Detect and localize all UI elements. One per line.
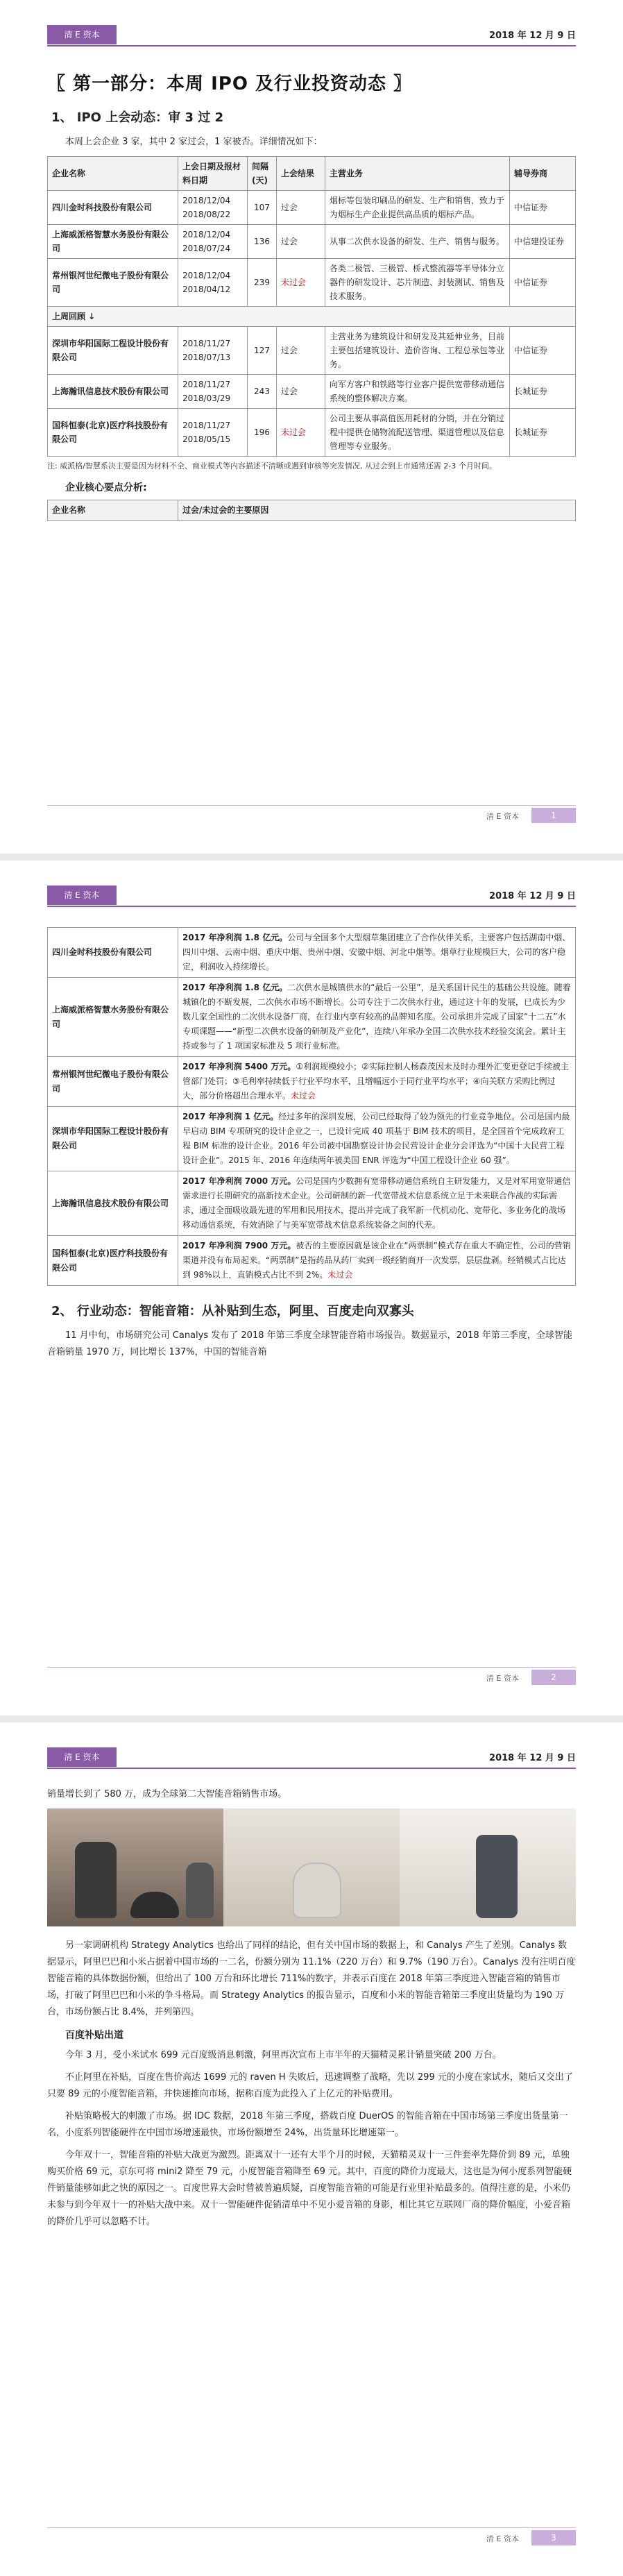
smart-speaker-photo xyxy=(47,1808,576,1926)
dates-cell: 2018/11/27 2018/07/13 xyxy=(178,327,248,375)
result-cell: 过会 xyxy=(277,191,325,225)
company-name: 深圳市华阳国际工程设计股份有限公司 xyxy=(48,1107,178,1171)
col-business: 主营业务 xyxy=(325,157,510,191)
page-number: 1 xyxy=(531,808,576,823)
table-row xyxy=(48,1236,576,1286)
col-gap: 间隔(天) xyxy=(248,157,277,191)
broker-cell: 中信建投证券 xyxy=(510,225,576,259)
page-1-content xyxy=(47,69,576,521)
reason-text: 被否的主要原因就是该企业在“两票制”模式存在重大不确定性，公司的营销渠道并没有布局起来。“两票制”是指药品从药厂卖到一级经销商开一次发票，层层盘剥。经销模式占比达到 98%以上，直销模式占比不到 2%。 xyxy=(182,1241,571,1280)
result-cell: 过会 xyxy=(277,375,325,409)
table-row xyxy=(48,259,576,307)
footer-brand: 清 E 资本 xyxy=(486,812,519,821)
broker-cell: 长城证券 xyxy=(510,375,576,409)
speaker-tall-icon xyxy=(75,1842,117,1918)
industry-para-1-cont: 销量增长到了 580 万，成为全球第二大智能音箱销售市场。 xyxy=(47,1789,287,1799)
review-label: 上周回顾 ↓ xyxy=(48,307,576,327)
ipo-table-body xyxy=(48,191,576,457)
profit-highlight: 2017 年净利润 5400 万元。 xyxy=(182,1062,296,1071)
industry-para-6: 今年双十一，智能音箱的补贴大战更为激烈。距离双十一还有大半个月的时候，天猫精灵双十一三件套率先降价到 89 元，单独购买价格 69 元，京东可将 mini2 降至 79 元，小度智能音箱降至 69 元。其中，百度的降价力度最大，这也是为何小度系列智能硬件销量能够如此之快的原因之一。百度世界大会时曾被普遍质疑，百度智能音箱的可能是行业里补贴最多的。值得注意的是，小米仍未参与到今年双十一的补贴大战中来。双十一智能硬件促销清单中不见小爱音箱的身影，相比其它互联网厂商的降价幅度，小爱音箱的降价几乎可以忽略不计。 xyxy=(47,2150,572,2227)
page-number: 3 xyxy=(531,2530,576,2545)
reason-cell xyxy=(178,1236,576,1286)
gap-days: 239 xyxy=(248,259,277,307)
page-footer xyxy=(0,1667,623,1688)
review-group-row xyxy=(48,307,576,327)
ipo-intro: 本周上会企业 3 家，其中 2 家过会，1 家被否。详细情况如下： xyxy=(65,137,323,147)
rejected-mark: 未过会 xyxy=(327,1270,353,1280)
section-ipo-title: 1、 IPO 上会动态：审 3 过 2 xyxy=(51,110,224,125)
table-row xyxy=(48,928,576,978)
analysis-table xyxy=(47,927,576,1286)
result-cell: 未过会 xyxy=(277,259,325,307)
dates-cell: 2018/12/04 2018/04/12 xyxy=(178,259,248,307)
header-rule xyxy=(47,1768,576,1769)
industry-para-2: 另一家调研机构 Strategy Analytics 也给出了同样的结论，但有关中国市场的数据上，和 Canalys 产生了差别。Canalys 数据显示，阿里巴巴和小米占据着中国市场的一二名，份额分别为 11.1%（220 万台）和 9.7%（190 万台）。Canalys 没有注明百度智能音箱的具体数据份额，但给出了 100 万台和环比增长 711%的数字，并表示百度在 2018 年第三季度进入智能音箱的销售市场，打破了阿里巴巴和小米的争斗格局。而 Strategy Analytics 的报告显示，百度和小米的智能音箱第三季度出货量均为 190 万台，市场份额占比 8.4%，并列第四。 xyxy=(47,1940,576,2017)
brand-badge: 清 E 资本 xyxy=(47,25,117,44)
industry-para-5: 补贴策略极大的刺激了市场。据 IDC 数据，2018 年第三季度，搭载百度 DuerOS 的智能音箱在中国市场第三季度出货量第一名，小度系列智能硬件在中国市场增速最快，市场份额增至 24%，出货量环比增速第一。 xyxy=(47,2111,568,2138)
page-header xyxy=(0,25,623,46)
gap-days: 127 xyxy=(248,327,277,375)
gap-days: 107 xyxy=(248,191,277,225)
broker-cell: 中信证券 xyxy=(510,259,576,307)
brand-badge: 清 E 资本 xyxy=(47,1747,117,1767)
report-date: 2018 年 12 月 9 日 xyxy=(489,891,576,901)
reason-text: 经过多年的深圳发展，公司已经取得了较为领先的行业竞争地位。公司是国内最早启动 BIM 专项研究的设计企业之一，已设计完成 40 项基于 BIM 技术的项目，是全国首个完成政府工程 BIM 标准的设计企业。2016 年公司被中国勘察设计协会民营设计企业分会评选为“中国十大民营工程设计企业”。2015 年、2016 年连续两年被美国 ENR 评选为“中国工程设计企业 60 强”。 xyxy=(182,1112,570,1165)
industry-para-3: 今年 3 月，受小米试水 699 元百度级消息刺激，阿里再次宣布上市半年的天猫精灵累计销量突破 200 万台。 xyxy=(65,2050,502,2060)
gap-days: 196 xyxy=(248,409,277,457)
dates-cell: 2018/12/04 2018/07/24 xyxy=(178,225,248,259)
table-row xyxy=(48,409,576,457)
dates-cell: 2018/11/27 2018/05/15 xyxy=(178,409,248,457)
business-cell: 从事二次供水设备的研发、生产、销售与服务。 xyxy=(325,225,510,259)
col-name: 企业名称 xyxy=(48,157,178,191)
industry-para-1: 11 月中旬，市场研究公司 Canalys 发布了 2018 年第三季度全球智能音箱市场报告。数据显示，2018 年第三季度，全球智能音箱销量 1970 万，同比增长 137%，中国的智能音箱 xyxy=(47,1330,572,1357)
industry-para-4: 不止阿里在补贴，百度在售价高达 1699 元的 raven H 失败后，迅速调整了战略，先以 299 元的小度在家试水，随后又交出了只要 89 元的小度智能音箱，并快速推向市场，据称百度为此投入了上亿元的补贴费用。 xyxy=(47,2072,573,2099)
table-row xyxy=(48,375,576,409)
broker-cell: 长城证券 xyxy=(510,409,576,457)
company-name: 上海威派格智慧水务股份有限公司 xyxy=(48,225,178,259)
analysis-col-reason: 过会/未过会的主要原因 xyxy=(178,500,576,521)
report-date: 2018 年 12 月 9 日 xyxy=(489,31,576,41)
result-cell: 过会 xyxy=(277,225,325,259)
reason-cell xyxy=(178,1171,576,1236)
profit-highlight: 2017 年净利润 7000 万元。 xyxy=(182,1176,296,1186)
reason-cell xyxy=(178,978,576,1057)
speaker-photo-left xyxy=(47,1808,223,1926)
analysis-col-name: 企业名称 xyxy=(48,500,178,521)
header-rule xyxy=(47,45,576,46)
speaker-cylinder-icon xyxy=(476,1835,518,1918)
page-header xyxy=(0,886,623,906)
analysis-table-header xyxy=(47,500,576,521)
company-name: 常州银河世纪微电子股份有限公司 xyxy=(48,1057,178,1107)
page-3-content xyxy=(47,1786,576,2236)
speaker-dot-icon xyxy=(130,1892,179,1918)
profit-highlight: 2017 年净利润 1.8 亿元。 xyxy=(182,983,288,992)
page-footer xyxy=(0,805,623,826)
business-cell: 烟标等包装印刷品的研发、生产和销售，致力于为烟标生产企业提供高品质的烟标产品。 xyxy=(325,191,510,225)
table-row xyxy=(48,225,576,259)
report-date: 2018 年 12 月 9 日 xyxy=(489,1753,576,1763)
page-header xyxy=(0,1747,623,1768)
footer-brand: 清 E 资本 xyxy=(486,1674,519,1683)
table-note: 注: 威派格/智慧系决主要是因为材料不全、商业模式等内容描述不清晰或遇到审核等突发情况, 从过会到上市通常还需 2-3 个月时间。 xyxy=(47,461,497,471)
page-2-content xyxy=(47,927,576,1366)
profit-highlight: 2017 年净利润 1 亿元。 xyxy=(182,1112,279,1121)
footer-rule xyxy=(47,805,576,806)
table-row xyxy=(48,1107,576,1171)
company-name: 国科恒泰(北京)医疗科技股份有限公司 xyxy=(48,409,178,457)
gap-days: 136 xyxy=(248,225,277,259)
brand-badge: 清 E 资本 xyxy=(47,886,117,905)
company-name: 常州银河世纪微电子股份有限公司 xyxy=(48,259,178,307)
table-row xyxy=(48,191,576,225)
ipo-table-header xyxy=(48,157,576,191)
speaker-photo-right xyxy=(400,1808,576,1926)
header-rule xyxy=(47,906,576,907)
speaker-photo-middle xyxy=(223,1808,400,1926)
page-1 xyxy=(0,0,623,854)
company-name: 四川金时科技股份有限公司 xyxy=(48,191,178,225)
business-cell: 公司主要从事高值医用耗材的分销，并在分销过程中提供仓储物流配送管理、渠道管理以及信息管理等专业服务。 xyxy=(325,409,510,457)
profit-highlight: 2017 年净利润 1.8 亿元。 xyxy=(182,933,288,942)
table-row xyxy=(48,1057,576,1107)
company-name: 上海瀚讯信息技术股份有限公司 xyxy=(48,1171,178,1236)
part-title: 〖 第一部分：本周 IPO 及行业投资动态 〗 xyxy=(47,74,413,94)
company-name: 四川金时科技股份有限公司 xyxy=(48,928,178,978)
section-industry-title: 2、 行业动态：智能音箱：从补贴到生态，阿里、百度走向双寡头 xyxy=(51,1304,414,1319)
col-dates: 上会日期及报材料日期 xyxy=(178,157,248,191)
footer-rule xyxy=(47,2527,576,2528)
reason-text: ①利润规模较小；②实际控制人杨森茂因未及时办理外汇变更登记手续被主管部门处罚；③毛利率持续低于行业平均水平，且增幅远小于同行业平均水平；④向关联方采购比例过大，部分价格超出合理水平。 xyxy=(182,1062,569,1101)
dates-cell: 2018/12/04 2018/08/22 xyxy=(178,191,248,225)
footer-brand: 清 E 资本 xyxy=(486,2534,519,2543)
company-name: 深圳市华阳国际工程设计股份有限公司 xyxy=(48,327,178,375)
broker-cell: 中信证券 xyxy=(510,191,576,225)
gap-days: 243 xyxy=(248,375,277,409)
business-cell: 主营业务为建筑设计和研发及其延伸业务，目前主要包括建筑设计、造价咨询、工程总承包等业务。 xyxy=(325,327,510,375)
reason-cell xyxy=(178,1057,576,1107)
page-3 xyxy=(0,1722,623,2576)
table-row xyxy=(48,327,576,375)
broker-cell: 中信证券 xyxy=(510,327,576,375)
col-result: 上会结果 xyxy=(277,157,325,191)
company-name: 上海瀚讯信息技术股份有限公司 xyxy=(48,375,178,409)
profit-highlight: 2017 年净利润 7900 万元。 xyxy=(182,1241,296,1251)
speaker-homepod-icon xyxy=(293,1863,341,1918)
rejected-mark: 未过会 xyxy=(291,1091,316,1101)
dates-cell: 2018/11/27 2018/03/29 xyxy=(178,375,248,409)
col-broker: 辅导券商 xyxy=(510,157,576,191)
business-cell: 向军方客户和铁路等行业客户提供宽带移动通信系统的整体解决方案。 xyxy=(325,375,510,409)
page-separator xyxy=(0,854,623,861)
reason-cell xyxy=(178,928,576,978)
company-name: 国科恒泰(北京)医疗科技股份有限公司 xyxy=(48,1236,178,1286)
analysis-title: 企业核心要点分析: xyxy=(65,482,147,493)
footer-rule xyxy=(47,1667,576,1668)
reason-text: 二次供水是城镇供水的“最后一公里”，是关系国计民生的基础公共设施。随着城镇化的不断发展，二次供水市场不断增长。公司专注于二次供水行业，通过这十年的发展，已成长为少数几家全国性的二次供水设备厂商，在行业内享有较高的品牌知名度。公司承担并完成了国家“十二五”水专项课题——“新型二次供水设备的研制及产业化”，连续八年承办全国二次供水技术经验交流会。累计主持或参与了 1 项国家标准及 5 项行业标准。 xyxy=(182,983,571,1051)
table-row xyxy=(48,1171,576,1236)
business-cell: 各类二极管、三极管、桥式整流器等半导体分立器件的研发设计、芯片制造、封装测试、销售及技术服务。 xyxy=(325,259,510,307)
page-separator xyxy=(0,1715,623,1722)
table-row xyxy=(48,978,576,1057)
page-2 xyxy=(0,861,623,1715)
subheading-baidu: 百度补贴出道 xyxy=(65,2030,123,2041)
ipo-table xyxy=(47,156,576,457)
company-name: 上海威派格智慧水务股份有限公司 xyxy=(48,978,178,1057)
result-cell: 过会 xyxy=(277,327,325,375)
analysis-table-body xyxy=(48,928,576,1286)
reason-text: 公司与全国多个大型烟草集团建立了合作伙伴关系，主要客户包括湖南中烟、四川中烟、云南中烟、重庆中烟、贵州中烟、安徽中烟、河北中烟等。烟草行业规模巨大，公司的客户稳定，利润收入持续增长。 xyxy=(182,933,571,972)
speaker-small-icon xyxy=(186,1863,214,1918)
reason-text: 公司是国内少数拥有宽带移动通信系统自主研发能力，又是对军用宽带通信需求进行长期研究的高新技术企业。公司研制的新一代宽带战术信息系统立足于未来联合作战的实际需求，通过全面吸收最先进的军用和民用技术，提出并完成了我军新一代机动化、宽带化、多业务化的战场移动通信系统，有效消除了与美军宽带战术信息系统装备之间的代差。 xyxy=(182,1176,571,1230)
reason-cell xyxy=(178,1107,576,1171)
page-number: 2 xyxy=(531,1670,576,1685)
result-cell: 未过会 xyxy=(277,409,325,457)
page-footer xyxy=(0,2527,623,2548)
